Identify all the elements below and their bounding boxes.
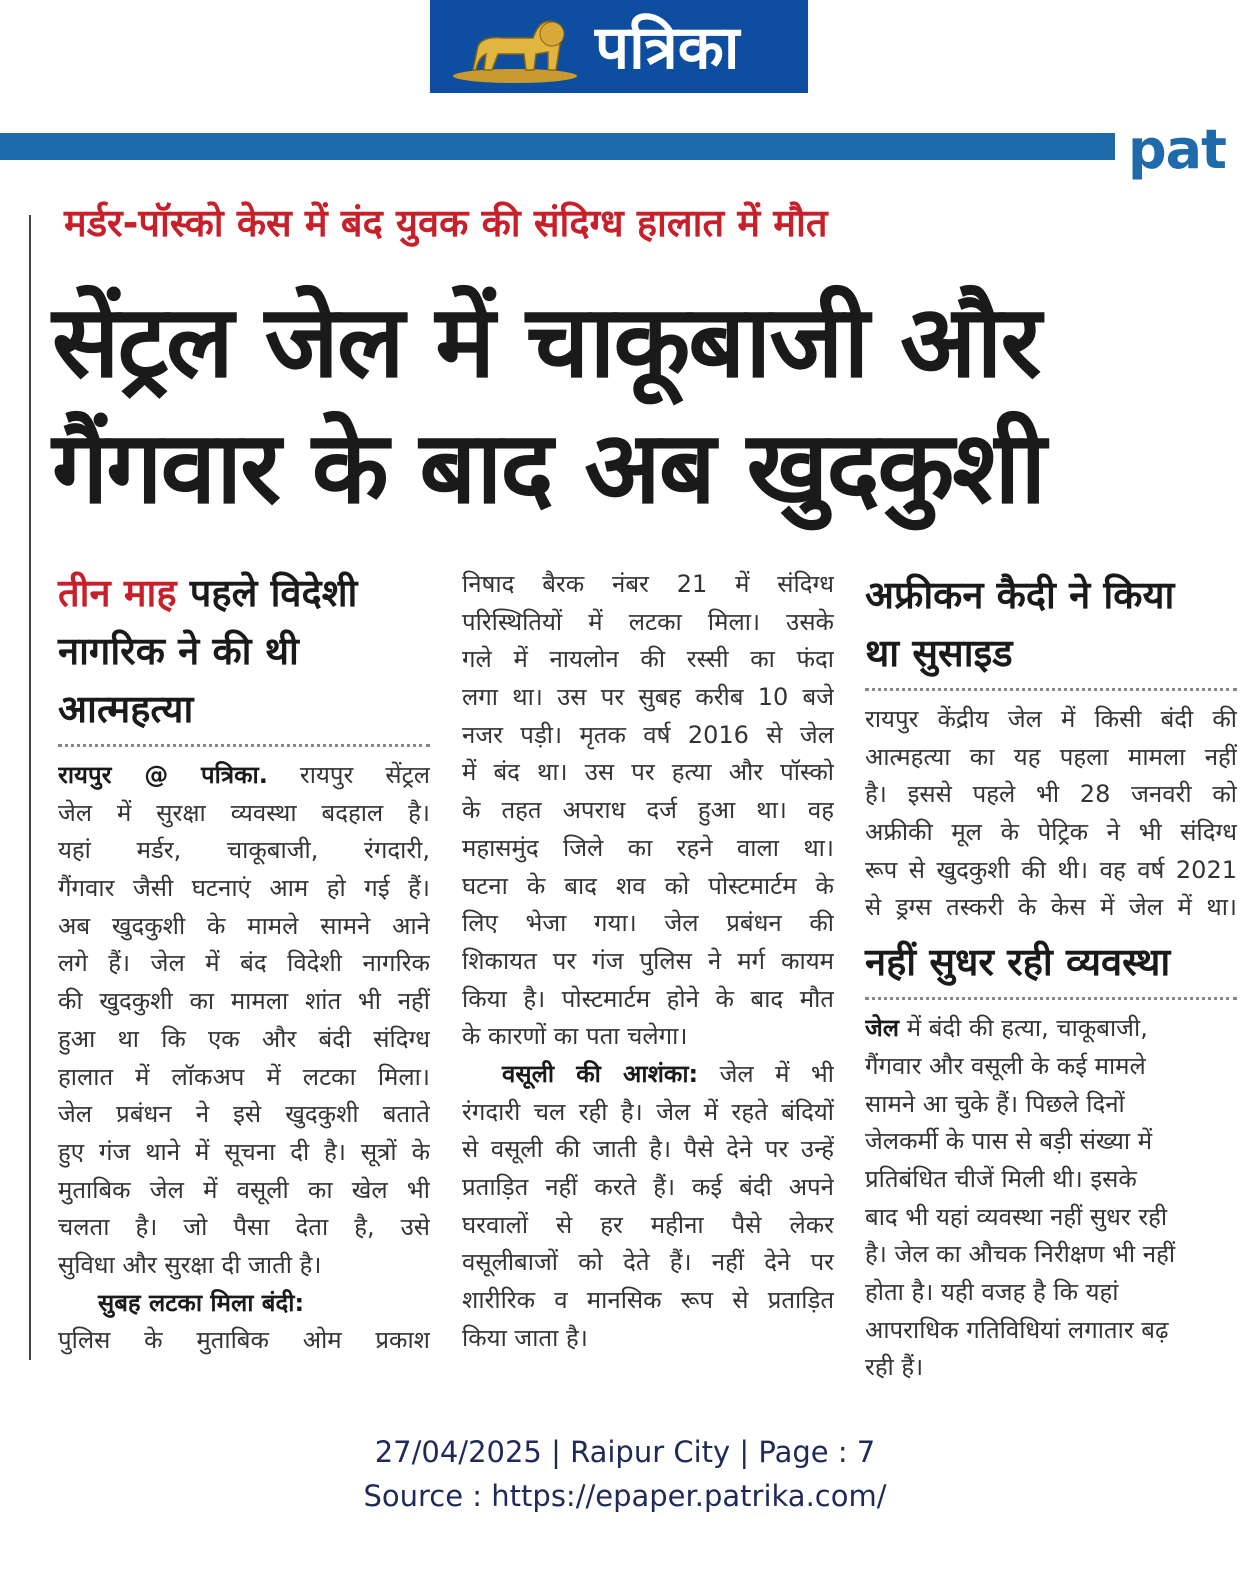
line-text: हुआ था कि एक और बंदी संदिग्ध bbox=[58, 1024, 430, 1053]
line-text: के कारणों का पता चलेगा। bbox=[462, 1022, 688, 1051]
text-line bbox=[462, 943, 834, 981]
sidebar-body-1 bbox=[865, 701, 1237, 927]
lead-in: वसूली की आशंका: bbox=[502, 1059, 699, 1088]
text-line bbox=[58, 1059, 430, 1097]
text-line bbox=[58, 1322, 430, 1360]
lion-emblem-icon bbox=[448, 8, 583, 86]
line-text: है। इससे पहले भी 28 जनवरी को bbox=[865, 780, 1237, 809]
text-line bbox=[865, 1312, 1237, 1350]
line-text: हालात में लॉकअप में लटका मिला। bbox=[58, 1062, 430, 1091]
text-line bbox=[462, 1207, 834, 1245]
text-line bbox=[865, 1199, 1237, 1237]
text-line bbox=[58, 1021, 430, 1059]
line-text: होता है। यही वजह है कि यहां bbox=[865, 1277, 1119, 1306]
line-text: गैंगवार और वसूली के कई मामले bbox=[865, 1051, 1146, 1080]
main-headline-line-2: गैंगवार के बाद अब खुदकुशी bbox=[52, 409, 1045, 526]
header-rule bbox=[0, 133, 1115, 160]
text-line bbox=[462, 792, 834, 830]
line-text: रायपुर सेंट्रल bbox=[267, 761, 430, 789]
text-line bbox=[58, 1134, 430, 1172]
line-text: के तहत अपराध दर्ज हुआ था। वह bbox=[462, 796, 834, 825]
patrika-logo bbox=[430, 0, 808, 93]
footer bbox=[0, 1430, 1250, 1518]
line-text: लगे हैं। जेल में बंद विदेशी नागरिक bbox=[58, 949, 430, 978]
text-line bbox=[462, 717, 834, 755]
line-text: रूप से खुदकुशी की थी। वह वर्ष 2021 bbox=[865, 855, 1237, 884]
line-text: से वसूली की जाती है। पैसे देने पर उन्हें bbox=[462, 1135, 834, 1164]
text-line bbox=[462, 868, 834, 906]
text-line bbox=[58, 870, 430, 908]
footer-dateline: 27/04/2025 | Raipur City | Page : 7 bbox=[374, 1435, 876, 1469]
text-line bbox=[462, 830, 834, 868]
text-line bbox=[462, 1282, 834, 1320]
text-line bbox=[865, 852, 1237, 890]
line-text: आपराधिक गतिविधियां लगातार बढ़ bbox=[865, 1315, 1169, 1344]
text-line bbox=[58, 908, 430, 946]
text-line bbox=[462, 1320, 834, 1358]
line-text: शिकायत पर गंज पुलिस ने मर्ग कायम bbox=[462, 946, 834, 975]
text-line bbox=[58, 832, 430, 870]
line-text: सामने आ चुके हैं। पिछले दिनों bbox=[865, 1089, 1125, 1118]
line-text: में बंदी की हत्या, चाकूबाजी, bbox=[899, 1014, 1148, 1043]
line-text: से ड्रग्स तस्करी के केस में जेल में था। bbox=[865, 893, 1237, 922]
line-text: किया है। पोस्टमार्टम होने के बाद मौत bbox=[462, 984, 834, 1013]
column-1-subheading bbox=[58, 564, 428, 738]
column-rule bbox=[29, 215, 31, 1360]
line-text: अफ्रीकी मूल के पेट्रिक ने भी संदिग्ध bbox=[865, 818, 1237, 847]
line-text: मुताबिक जेल में वसूली का खेल भी bbox=[58, 1175, 430, 1204]
text-line bbox=[865, 1123, 1237, 1161]
text-line bbox=[462, 1131, 834, 1169]
line-text: में बंद था। उस पर हत्या और पॉस्को bbox=[462, 758, 834, 787]
text-line bbox=[58, 757, 430, 795]
masthead-fragment: pat bbox=[1128, 118, 1226, 181]
line-text: की खुदकुशी का मामला शांत भी नहीं bbox=[58, 987, 430, 1016]
column-2-body bbox=[462, 566, 834, 1357]
text-line bbox=[865, 776, 1237, 814]
column-1 bbox=[58, 564, 430, 1360]
text-line bbox=[865, 1274, 1237, 1312]
line-text: पुलिस के मुताबिक ओम प्रकाश bbox=[58, 1326, 430, 1355]
dotted-divider bbox=[865, 688, 1237, 691]
line-text: हुए गंज थाने में सूचना दी है। सूत्रों के bbox=[58, 1137, 430, 1166]
line-text: यहां मर्डर, चाकूबाजी, रंगदारी, bbox=[58, 836, 430, 865]
dotted-divider bbox=[58, 744, 430, 747]
line-text: बाद भी यहां व्यवस्था नहीं सुधर रही bbox=[865, 1202, 1168, 1231]
text-line bbox=[58, 1096, 430, 1134]
column-2 bbox=[462, 566, 834, 1357]
line-text: शारीरिक व मानसिक रूप से प्रताड़ित bbox=[462, 1286, 834, 1315]
text-line bbox=[58, 1172, 430, 1210]
lead-in: जेल bbox=[865, 1014, 900, 1043]
line-text: घटना के बाद शव को पोस्टमार्टम के bbox=[462, 871, 834, 900]
line-text: है। जेल का औचक निरीक्षण भी नहीं bbox=[865, 1240, 1176, 1269]
line-text: रायपुर केंद्रीय जेल में किसी बंदी की bbox=[865, 705, 1237, 733]
text-line bbox=[462, 1094, 834, 1132]
line-text: किया जाता है। bbox=[462, 1323, 588, 1352]
sidebar-heading-1: अफ्रीकन कैदी ने किया था सुसाइड bbox=[865, 573, 1175, 675]
line-text: निषाद बैरक नंबर 21 में संदिग्ध bbox=[462, 570, 834, 598]
subheading-highlight: तीन माह bbox=[58, 571, 177, 615]
line-text: प्रताड़ित नहीं करते हैं। कई बंदी अपने bbox=[462, 1173, 834, 1201]
text-line bbox=[462, 1244, 834, 1282]
line-text: आत्महत्या का यह पहला मामला नहीं bbox=[865, 742, 1237, 771]
line-text: घरवालों से हर महीना पैसे लेकर bbox=[462, 1210, 834, 1239]
text-line bbox=[865, 889, 1237, 927]
line-text: महासमुंद जिले का रहने वाला था। bbox=[462, 833, 834, 862]
subheading-text: पहले विदेशी नागरिक ने की थी आत्महत्या bbox=[58, 571, 358, 731]
text-line bbox=[865, 739, 1237, 777]
brand-name: पत्रिका bbox=[595, 13, 740, 83]
text-line bbox=[462, 754, 834, 792]
text-line bbox=[462, 604, 834, 642]
text-line bbox=[58, 1209, 430, 1247]
line-text: लगा था। उस पर सुबह करीब 10 बजे bbox=[462, 683, 834, 712]
text-line bbox=[865, 1161, 1237, 1199]
text-line bbox=[462, 641, 834, 679]
sidebar-body-2 bbox=[865, 1010, 1237, 1387]
line-text: गैंगवार जैसी घटनाएं आम हो गई हैं। bbox=[58, 874, 430, 903]
line-text: जेलकर्मी के पास से बड़ी संख्या में bbox=[865, 1127, 1153, 1156]
text-line bbox=[462, 905, 834, 943]
line-text: चलता है। जो पैसा देता है, उसे bbox=[58, 1213, 430, 1242]
dotted-divider bbox=[865, 997, 1237, 1000]
footer-source: Source : https://epaper.patrika.com/ bbox=[363, 1479, 887, 1513]
line-text: अब खुदकुशी के मामले सामने आने bbox=[58, 911, 430, 940]
text-line bbox=[865, 1010, 1237, 1048]
text-line bbox=[462, 679, 834, 717]
line-text: वसूलीबाजों को देते हैं। नहीं देने पर bbox=[462, 1248, 834, 1277]
line-text: जेल प्रबंधन ने इसे खुदकुशी बताते bbox=[58, 1100, 430, 1129]
main-headline-line-1: सेंट्रल जेल में चाकूबाजी और bbox=[52, 283, 1040, 400]
text-line bbox=[462, 1056, 834, 1094]
line-text: सुविधा और सुरक्षा दी जाती है। bbox=[58, 1250, 322, 1279]
lead-in: सुबह लटका मिला बंदी: bbox=[98, 1288, 305, 1317]
line-text: परिस्थितियों में लटका मिला। उसके bbox=[462, 607, 834, 636]
text-line bbox=[865, 1048, 1237, 1086]
line-text: जेल में सुरक्षा व्यवस्था बदहाल है। bbox=[58, 798, 430, 827]
text-line bbox=[462, 1018, 834, 1056]
text-line bbox=[58, 983, 430, 1021]
text-line bbox=[58, 1285, 430, 1323]
line-text: प्रतिबंधित चीजें मिली थी। इसके bbox=[865, 1164, 1137, 1193]
column-1-body bbox=[58, 757, 430, 1360]
lead-in: रायपुर @ पत्रिका. bbox=[58, 761, 268, 789]
line-text: रही हैं। bbox=[865, 1353, 924, 1382]
kicker-headline: मर्डर-पॉस्को केस में बंद युवक की संदिग्ध हालात में मौत bbox=[64, 201, 828, 245]
text-line bbox=[462, 981, 834, 1019]
text-line bbox=[865, 701, 1237, 739]
text-line bbox=[58, 795, 430, 833]
line-text: गले में नायलोन की रस्सी का फंदा bbox=[462, 645, 834, 674]
text-line bbox=[58, 1247, 430, 1285]
text-line bbox=[865, 1236, 1237, 1274]
text-line bbox=[865, 1349, 1237, 1387]
text-line bbox=[865, 1086, 1237, 1124]
line-text: लिए भेजा गया। जेल प्रबंधन की bbox=[462, 909, 834, 938]
line-text: नजर पड़ी। मृतक वर्ष 2016 से जेल bbox=[462, 720, 834, 749]
line-text: रंगदारी चल रही है। जेल में रहते बंदियों bbox=[462, 1097, 834, 1126]
line-text: जेल में भी bbox=[698, 1059, 834, 1088]
text-line bbox=[462, 1169, 834, 1207]
text-line bbox=[462, 566, 834, 604]
text-line bbox=[58, 945, 430, 983]
column-3 bbox=[865, 566, 1237, 1387]
sidebar-heading-2: नहीं सुधर रही व्यवस्था bbox=[865, 940, 1171, 985]
text-line bbox=[865, 814, 1237, 852]
